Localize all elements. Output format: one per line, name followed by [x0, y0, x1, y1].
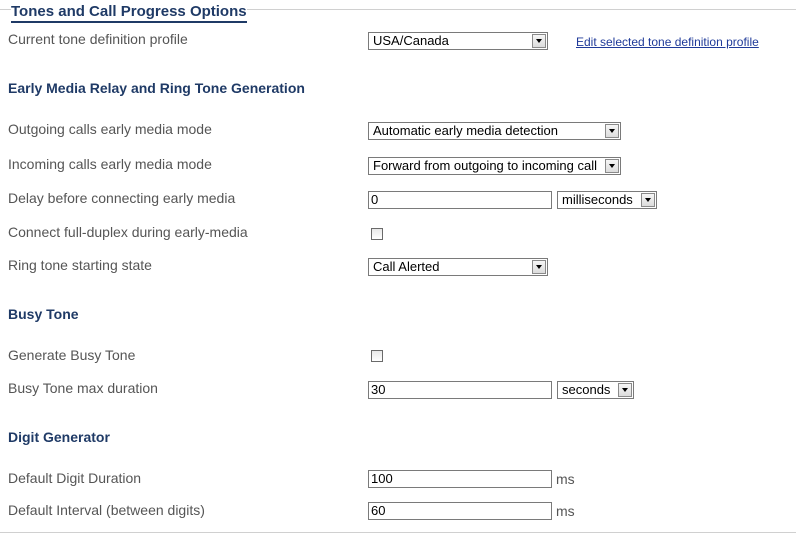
- busy-tone-max-duration-input[interactable]: 30: [368, 381, 552, 399]
- chevron-down-icon[interactable]: [532, 260, 546, 274]
- ring-tone-select[interactable]: [368, 258, 548, 276]
- outgoing-early-media-label: Outgoing calls early media mode: [8, 121, 212, 137]
- digit-interval-unit: ms: [556, 503, 575, 519]
- full-duplex-checkbox[interactable]: [371, 228, 383, 240]
- outgoing-early-media-select[interactable]: [368, 122, 621, 140]
- chevron-down-icon[interactable]: [641, 193, 655, 207]
- digit-duration-input[interactable]: 100: [368, 470, 552, 488]
- delay-early-media-label: Delay before connecting early media: [8, 190, 236, 206]
- section-early-media-heading: Early Media Relay and Ring Tone Generation: [8, 80, 305, 96]
- ring-tone-label: Ring tone starting state: [8, 257, 152, 273]
- busy-tone-unit-value: seconds: [562, 382, 611, 397]
- digit-duration-unit: ms: [556, 471, 575, 487]
- delay-early-media-input[interactable]: 0: [368, 191, 552, 209]
- bottom-divider: [0, 532, 796, 533]
- edit-tone-profile-link[interactable]: Edit selected tone definition profile: [576, 35, 759, 49]
- digit-duration-label: Default Digit Duration: [8, 470, 142, 486]
- section-digit-generator-heading: Digit Generator: [8, 429, 110, 445]
- digit-interval-label: Default Interval (between digits): [8, 502, 205, 518]
- incoming-early-media-value: Forward from outgoing to incoming call: [373, 158, 597, 173]
- current-tone-profile-label: Current tone definition profile: [8, 31, 188, 47]
- tone-profile-select[interactable]: [368, 32, 548, 50]
- chevron-down-icon[interactable]: [532, 34, 546, 48]
- full-duplex-label: Connect full-duplex during early-media: [8, 224, 248, 240]
- generate-busy-tone-label: Generate Busy Tone: [8, 347, 136, 363]
- busy-tone-unit-select[interactable]: [557, 381, 634, 399]
- chevron-down-icon[interactable]: [618, 383, 632, 397]
- outgoing-early-media-value: Automatic early media detection: [373, 123, 558, 138]
- generate-busy-tone-checkbox[interactable]: [371, 350, 383, 362]
- page-title: Tones and Call Progress Options: [11, 3, 247, 23]
- chevron-down-icon[interactable]: [605, 124, 619, 138]
- delay-unit-select[interactable]: [557, 191, 657, 209]
- tone-profile-value: USA/Canada: [373, 33, 449, 48]
- incoming-early-media-select[interactable]: [368, 157, 621, 175]
- digit-interval-input[interactable]: 60: [368, 502, 552, 520]
- delay-unit-value: milliseconds: [562, 192, 633, 207]
- chevron-down-icon[interactable]: [605, 159, 619, 173]
- incoming-early-media-label: Incoming calls early media mode: [8, 156, 212, 172]
- ring-tone-value: Call Alerted: [373, 259, 440, 274]
- section-busy-tone-heading: Busy Tone: [8, 306, 79, 322]
- busy-tone-max-duration-label: Busy Tone max duration: [8, 380, 158, 396]
